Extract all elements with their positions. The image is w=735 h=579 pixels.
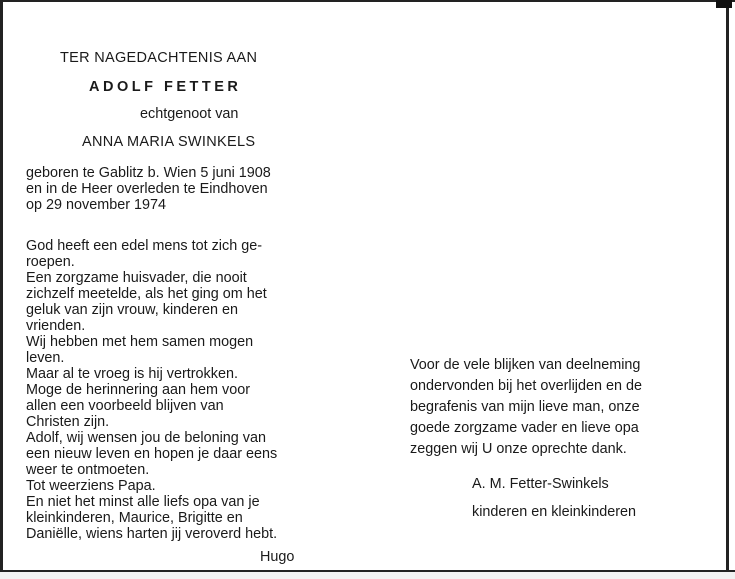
deceased-name: ADOLF FETTER [89, 79, 242, 95]
poem-line: vrienden. [26, 318, 86, 334]
poem-line: geluk van zijn vrouw, kinderen en [26, 302, 238, 318]
poem-line: Een zorgzame huisvader, die nooit [26, 270, 247, 286]
poem-line: En niet het minst alle liefs opa van je [26, 494, 260, 510]
card-border-left [0, 0, 3, 579]
poem-line: Moge de herinnering aan hem voor [26, 382, 250, 398]
poem-line: roepen. [26, 254, 75, 270]
card-border-right [726, 0, 729, 579]
sender-family: kinderen en kleinkinderen [472, 504, 637, 520]
thanks-line: Voor de vele blijken van deelneming [410, 357, 641, 373]
poem-signature: Hugo [260, 549, 295, 565]
sender-name: A. M. Fetter-Swinkels [472, 476, 609, 492]
corner-mark [716, 0, 732, 8]
poem-line: zichzelf meetelde, als het ging om het [26, 286, 267, 302]
thanks-line: zeggen wij U onze oprechte dank. [410, 441, 627, 457]
poem-line: Tot weerziens Papa. [26, 478, 156, 494]
poem-line: leven. [26, 350, 65, 366]
poem-line: een nieuw leven en hopen je daar eens [26, 446, 278, 462]
death-line: en in de Heer overleden te Eindhoven [26, 181, 268, 197]
relation-text: echtgenoot van [140, 106, 239, 122]
poem-line: allen een voorbeeld blijven van [26, 398, 224, 414]
thanks-line: goede zorgzame vader en lieve opa [410, 420, 639, 436]
scan-edge [0, 572, 735, 579]
poem-line: kleinkinderen, Maurice, Brigitte en [26, 510, 243, 526]
spouse-name: ANNA MARIA SWINKELS [82, 134, 256, 150]
thanks-line: begrafenis van mijn lieve man, onze [410, 399, 640, 415]
poem-line: weer te ontmoeten. [26, 462, 150, 478]
poem-line: Wij hebben met hem samen mogen [26, 334, 254, 350]
poem-line: Adolf, wij wensen jou de beloning van [26, 430, 267, 446]
poem-line: God heeft een edel mens tot zich ge- [26, 238, 262, 254]
thanks-line: ondervonden bij het overlijden en de [410, 378, 643, 394]
card-border-top [0, 0, 735, 2]
poem-line: Daniëlle, wiens harten jij veroverd hebt. [26, 526, 278, 542]
memorial-heading: TER NAGEDACHTENIS AAN [60, 50, 258, 66]
birth-line: geboren te Gablitz b. Wien 5 juni 1908 [26, 165, 271, 181]
death-date-line: op 29 november 1974 [26, 197, 167, 213]
poem-line: Christen zijn. [26, 414, 110, 430]
poem-line: Maar al te vroeg is hij vertrokken. [26, 366, 238, 382]
